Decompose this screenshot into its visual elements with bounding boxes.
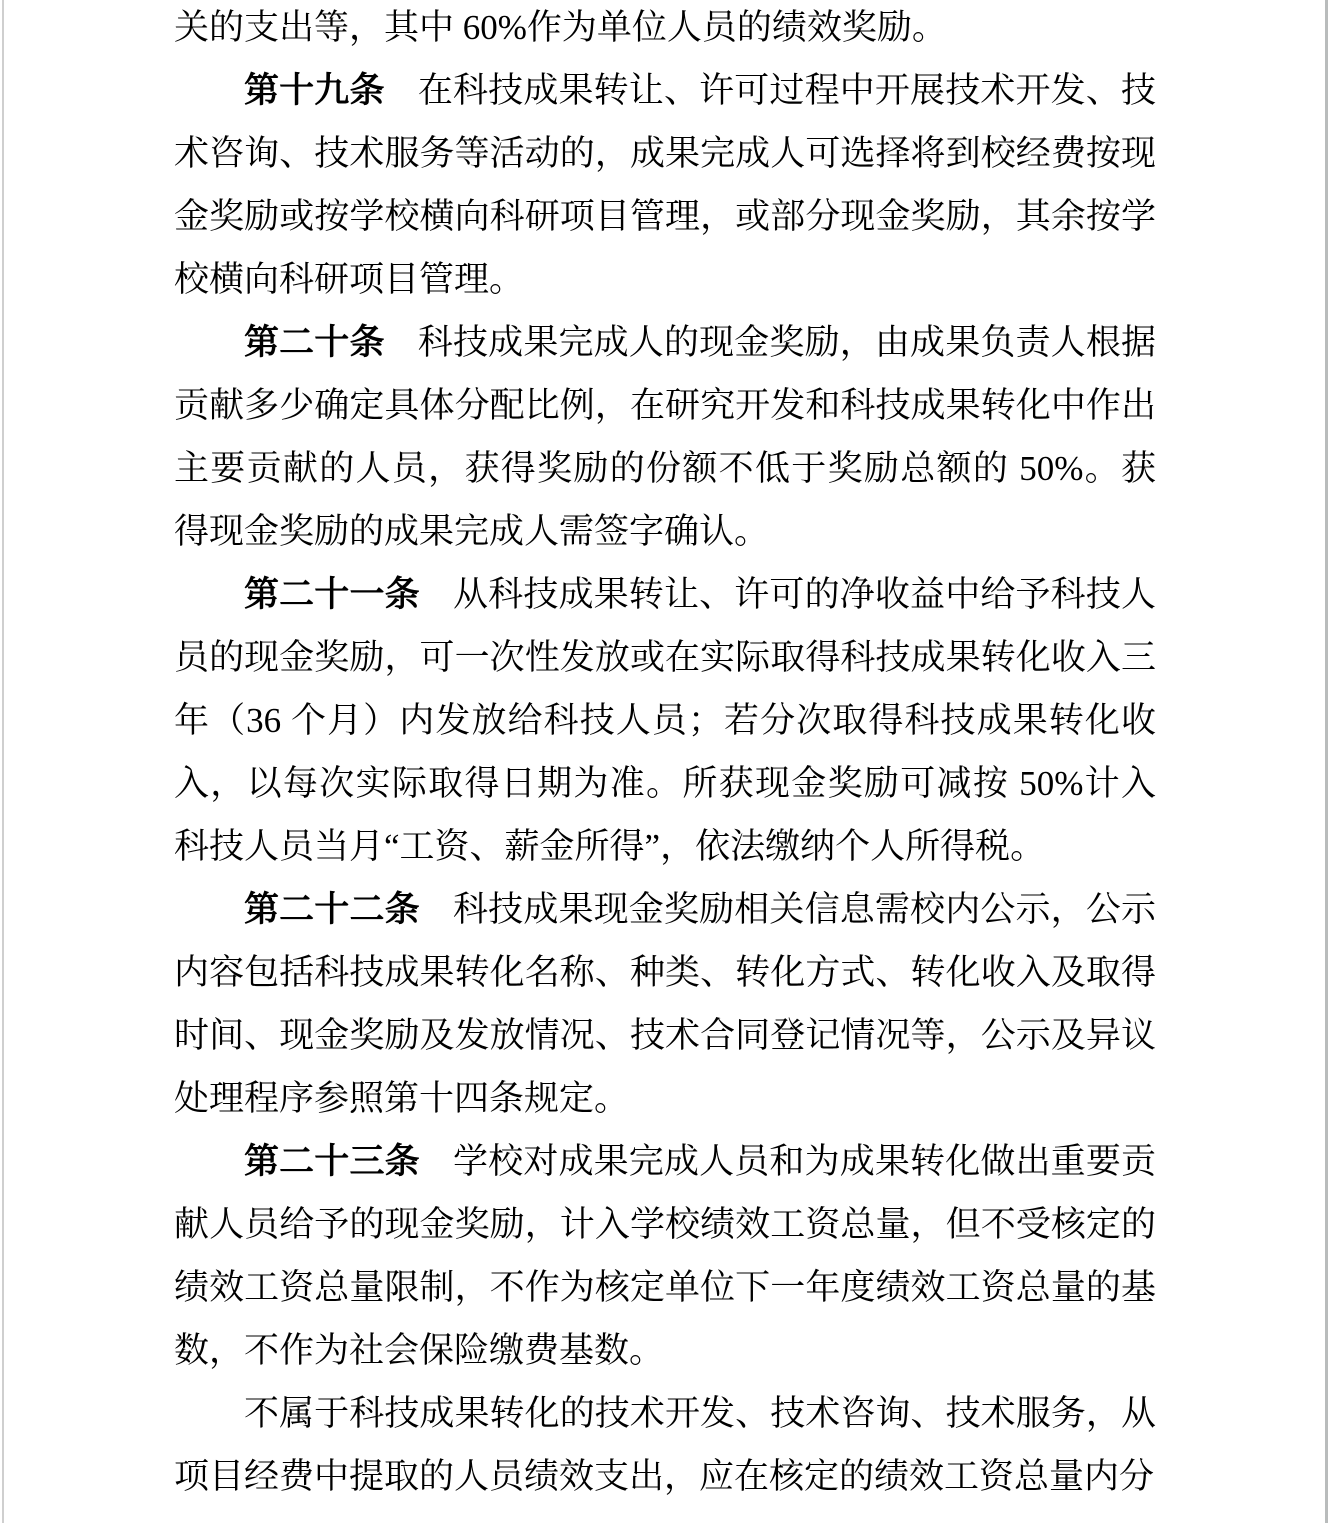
paragraph <box>174 311 1156 563</box>
paragraph-text: 不属于科技成果转化的技术开发、技术咨询、技术服务，从项目经费中提取的人员绩效支出，应在核定的绩效工资总量内分 <box>174 1394 1156 1496</box>
paragraph-text: 科技成果完成人的现金奖励，由成果负责人根据贡献多少确定具体分配比例，在研究开发和科技成果转化中作出主要贡献的人员，获得奖励的份额不低于奖励总额的 50%。获得现金奖励的成果完成人需签字确认。 <box>174 323 1156 551</box>
document-body <box>174 0 1156 1508</box>
paragraph <box>174 1130 1156 1382</box>
paragraph-text: 在科技成果转让、许可过程中开展技术开发、技术咨询、技术服务等活动的，成果完成人可选择将到校经费按现金奖励或按学校横向科研项目管理，或部分现金奖励，其余按学校横向科研项目管理。 <box>174 71 1156 299</box>
article-number: 第十九条 <box>244 71 385 110</box>
page-right-edge-line <box>1325 0 1328 1523</box>
paragraph-text: 关的支出等，其中 60%作为单位人员的绩效奖励。 <box>174 8 947 47</box>
paragraph-text: 学校对成果完成人员和为成果转化做出重要贡献人员给予的现金奖励，计入学校绩效工资总量，但不受核定的绩效工资总量限制，不作为核定单位下一年度绩效工资总量的基数，不作为社会保险缴费基数。 <box>174 1142 1156 1370</box>
paragraph <box>174 1382 1156 1508</box>
paragraph <box>174 878 1156 1130</box>
page-left-edge-line <box>2 0 4 1523</box>
paragraph <box>174 563 1156 878</box>
paragraph <box>174 0 1156 59</box>
article-number: 第二十条 <box>244 323 385 362</box>
article-number: 第二十三条 <box>244 1142 420 1181</box>
article-number: 第二十二条 <box>244 890 420 929</box>
paragraph-text: 科技成果现金奖励相关信息需校内公示，公示内容包括科技成果转化名称、种类、转化方式、转化收入及取得时间、现金奖励及发放情况、技术合同登记情况等，公示及异议处理程序参照第十四条规定。 <box>174 890 1156 1118</box>
paragraph <box>174 59 1156 311</box>
article-number: 第二十一条 <box>244 575 420 614</box>
paragraph-text: 从科技成果转让、许可的净收益中给予科技人员的现金奖励，可一次性发放或在实际取得科技成果转化收入三年（36 个月）内发放给科技人员；若分次取得科技成果转化收入，以每次实际取得日期为准。所获现金奖励可减按 50%计入科技人员当月“工资、薪金所得”，依法缴纳个人所得税。 <box>174 575 1156 866</box>
